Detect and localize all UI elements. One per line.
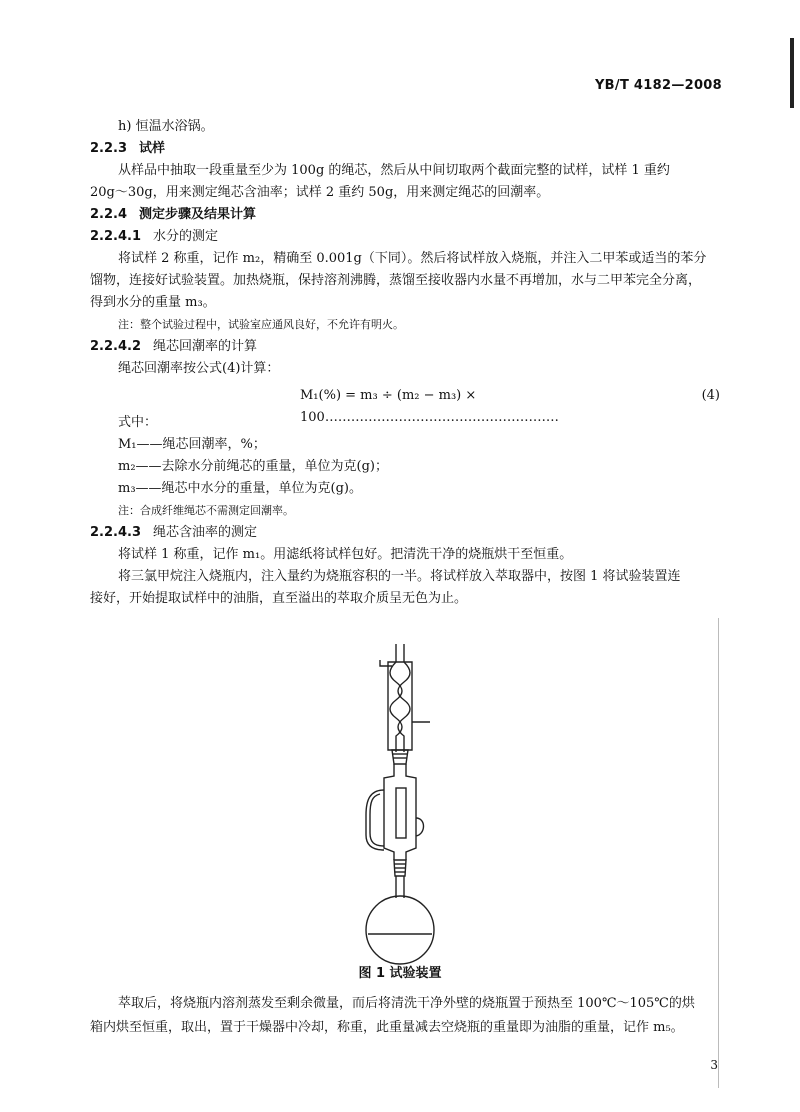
definition-m3: m₃——绳芯中水分的重量，单位为克(g)。 xyxy=(118,481,363,496)
formula-expression: M₁(%) = m₃ ÷ (m₂ − m₃) × 100……………………………………………… xyxy=(300,388,559,425)
section-title: 试样 xyxy=(139,141,166,156)
paragraph-oil-line3: 接好，开始提取试样中的油脂，直至溢出的萃取介质呈无色为止。 xyxy=(90,591,468,606)
formula-number: (4) xyxy=(701,388,720,403)
list-item-h: h) 恒温水浴锅。 xyxy=(118,119,214,134)
paragraph-water-line1: 将试样 2 称重，记作 m₂，精确至 0.001g（下同）。然后将试样放入烧瓶，并注入二甲苯或适当的苯分 xyxy=(118,251,707,266)
note-ventilation: 注：整个试验过程中，试验室应通风良好，不允许有明火。 xyxy=(118,318,404,331)
where-label: 式中： xyxy=(118,415,158,430)
section-number: 2.2.4.2 xyxy=(90,339,141,354)
section-title: 绳芯回潮率的计算 xyxy=(153,339,258,354)
section-number: 2.2.3 xyxy=(90,141,128,156)
closing-paragraph xyxy=(90,992,730,1040)
section-title: 测定步骤及结果计算 xyxy=(139,207,257,222)
main-text xyxy=(90,116,730,610)
section-2-2-4-1 xyxy=(90,226,730,248)
figure-caption: 图 1 试验装置 xyxy=(358,966,442,981)
note-synthetic: 注：合成纤维绳芯不需测定回潮率。 xyxy=(118,504,294,517)
section-number: 2.2.4.3 xyxy=(90,525,141,540)
section-2-2-4-3 xyxy=(90,522,730,544)
standard-code: YB/T 4182—2008 xyxy=(594,78,722,93)
section-2-2-4-2 xyxy=(90,336,730,358)
paragraph-after-line2: 箱内烘至恒重，取出，置于干燥器中冷却，称重，此重量减去空烧瓶的重量即为油脂的重量，记作 m₅。 xyxy=(90,1020,684,1035)
paragraph-water-line2: 馏物，连接好试验装置。加热烧瓶，保持溶剂沸腾，蒸馏至接收器内水量不再增加，水与二甲苯完全分离， xyxy=(90,273,702,288)
section-number: 2.2.4 xyxy=(90,207,128,222)
section-2-2-4 xyxy=(90,204,730,226)
paragraph-after-line1: 萃取后，将烧瓶内溶剂蒸发至剩余微量，而后将清洗干净外壁的烧瓶置于预热至 100℃～105℃的烘 xyxy=(118,996,695,1011)
paragraph-water-line3: 得到水分的重量 m₃。 xyxy=(90,295,216,310)
paragraph-sample-line2: 20g～30g，用来测定绳芯含油率；试样 2 重约 50g，用来测定绳芯的回潮率。 xyxy=(90,185,550,200)
definition-M1: M₁——绳芯回潮率，%； xyxy=(118,437,266,452)
section-title: 绳芯含油率的测定 xyxy=(153,525,258,540)
page-edge-mark xyxy=(790,38,794,108)
section-2-2-3 xyxy=(90,138,730,160)
page-number: 3 xyxy=(710,1058,718,1072)
extraction-apparatus-figure xyxy=(300,640,500,970)
paragraph-oil-line2: 将三氯甲烷注入烧瓶内，注入量约为烧瓶容积的一半。将试样放入萃取器中，按图 1 将试验装置连 xyxy=(118,569,681,584)
definition-m2: m₂——去除水分前绳芯的重量，单位为克(g)； xyxy=(118,459,389,474)
paragraph-sample-line1: 从样品中抽取一段重量至少为 100g 的绳芯，然后从中间切取两个截面完整的试样，试样 1 重约 xyxy=(118,163,670,178)
section-number: 2.2.4.1 xyxy=(90,229,141,244)
paragraph-oil-line1: 将试样 1 称重，记作 m₁。用滤纸将试样包好。把清洗干净的烧瓶烘干至恒重。 xyxy=(118,547,573,562)
section-title: 水分的测定 xyxy=(153,229,219,244)
paragraph-moisture: 绳芯回潮率按公式(4)计算： xyxy=(118,361,280,376)
